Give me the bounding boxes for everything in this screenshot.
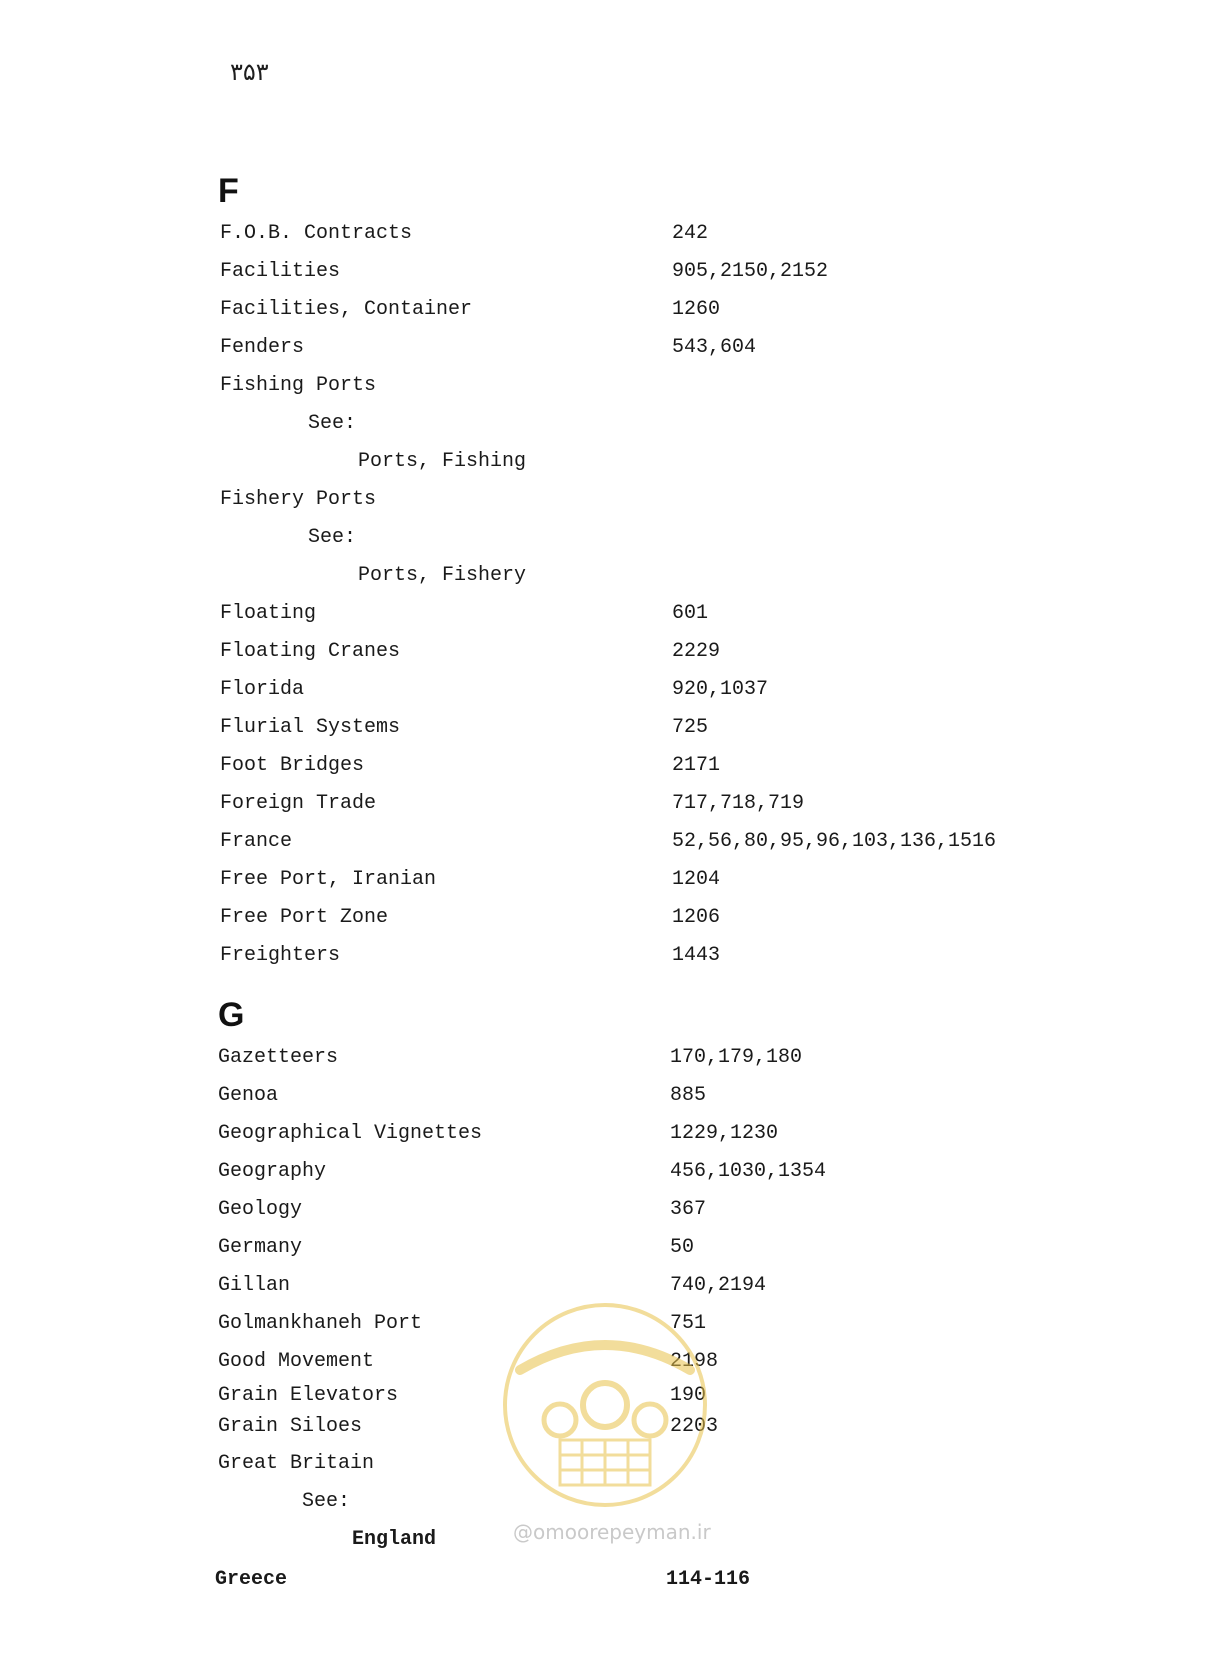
index-term: Foreign Trade xyxy=(220,792,377,815)
index-refs: 1443 xyxy=(672,944,721,967)
index-term: Fishing Ports xyxy=(220,374,377,397)
index-term: Foot Bridges xyxy=(220,754,365,777)
index-term: Free Port, Iranian xyxy=(220,868,437,891)
see-label: See: xyxy=(302,1490,351,1513)
index-refs: 725 xyxy=(672,716,709,739)
index-refs: 543,604 xyxy=(672,336,757,359)
see-label: See: xyxy=(308,412,357,435)
see-label: See: xyxy=(308,526,357,549)
index-term: Facilities xyxy=(220,260,341,283)
index-term: Geographical Vignettes xyxy=(218,1122,483,1145)
index-term: Floating xyxy=(220,602,317,625)
index-refs: 2171 xyxy=(672,754,721,777)
index-refs: 905,2150,2152 xyxy=(672,260,829,283)
index-term: Grain Elevators xyxy=(218,1384,399,1407)
index-refs: 1204 xyxy=(672,868,721,891)
index-term: Geography xyxy=(218,1160,327,1183)
index-refs: 601 xyxy=(672,602,709,625)
index-term: Floating Cranes xyxy=(220,640,401,663)
index-term: Germany xyxy=(218,1236,303,1259)
index-refs: 50 xyxy=(670,1236,695,1259)
index-term: Fenders xyxy=(220,336,305,359)
index-term: F.O.B. Contracts xyxy=(220,222,413,245)
index-term: Grain Siloes xyxy=(218,1415,363,1438)
page-number: ۳۵۳ xyxy=(230,58,269,86)
index-refs: 751 xyxy=(670,1312,707,1335)
index-term: Good Movement xyxy=(218,1350,375,1373)
cross-reference: England xyxy=(352,1528,437,1551)
index-refs: 456,1030,1354 xyxy=(670,1160,827,1183)
index-term: Fishery Ports xyxy=(220,488,377,511)
index-refs: 1206 xyxy=(672,906,721,929)
index-refs: 885 xyxy=(670,1084,707,1107)
index-refs: 2198 xyxy=(670,1350,719,1373)
index-term: Freighters xyxy=(220,944,341,967)
index-refs: 717,718,719 xyxy=(672,792,805,815)
section-heading-g: G xyxy=(218,996,245,1034)
index-refs: 114-116 xyxy=(666,1568,751,1591)
index-refs: 367 xyxy=(670,1198,707,1221)
index-refs: 52,56,80,95,96,103,136,1516 xyxy=(672,830,997,853)
cross-reference: Ports, Fishing xyxy=(358,450,527,473)
index-refs: 2229 xyxy=(672,640,721,663)
cross-reference: Ports, Fishery xyxy=(358,564,527,587)
index-term: Genoa xyxy=(218,1084,279,1107)
index-refs: 190 xyxy=(670,1384,707,1407)
index-refs: 1260 xyxy=(672,298,721,321)
section-heading-f: F xyxy=(218,172,239,210)
index-refs: 740,2194 xyxy=(670,1274,767,1297)
index-term: Facilities, Container xyxy=(220,298,473,321)
index-term: Florida xyxy=(220,678,305,701)
index-term: Flurial Systems xyxy=(220,716,401,739)
index-term: Great Britain xyxy=(218,1452,375,1475)
index-refs: 1229,1230 xyxy=(670,1122,779,1145)
watermark-text: @omoorepeyman.ir xyxy=(513,1520,711,1544)
index-term: Greece xyxy=(215,1568,288,1591)
index-refs: 242 xyxy=(672,222,709,245)
index-term: Gillan xyxy=(218,1274,291,1297)
index-refs: 170,179,180 xyxy=(670,1046,803,1069)
index-term: Geology xyxy=(218,1198,303,1221)
index-term: Golmankhaneh Port xyxy=(218,1312,423,1335)
index-refs: 920,1037 xyxy=(672,678,769,701)
index-term: France xyxy=(220,830,293,853)
index-term: Free Port Zone xyxy=(220,906,389,929)
index-refs: 2203 xyxy=(670,1415,719,1438)
watermark-logo xyxy=(500,1300,710,1510)
index-term: Gazetteers xyxy=(218,1046,339,1069)
